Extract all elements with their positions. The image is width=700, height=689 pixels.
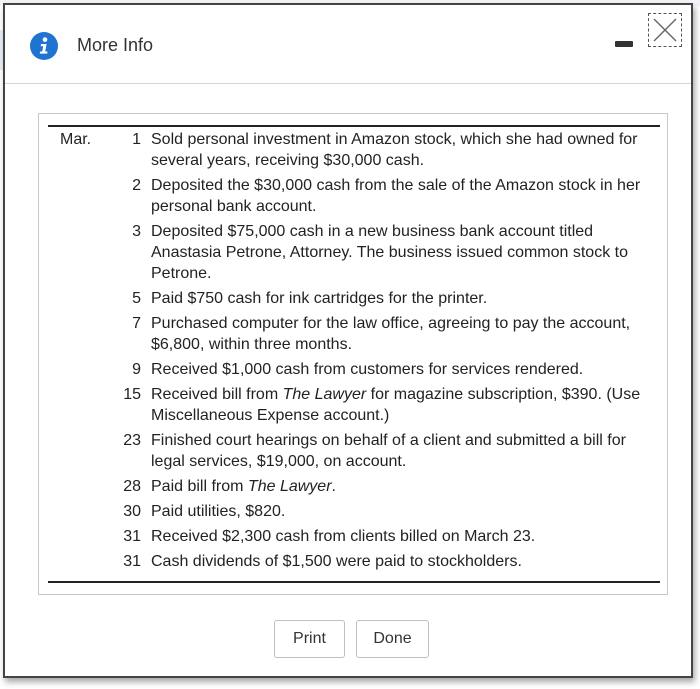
description-text: Sold personal investment in Amazon stock, which she had owned for several years, receiving $30,000 cash. [151,131,638,169]
dialog-buttons [5,620,691,660]
more-info-dialog [3,3,693,678]
publication-title: The Lawyer [247,478,332,495]
print-button[interactable]: Print [274,620,345,658]
description-text: Received $1,000 cash from customers for services rendered. [151,361,584,378]
transaction-month [48,287,109,312]
dialog-title: More Info [77,35,154,55]
transaction-description [151,475,660,500]
transaction-month: Mar. [60,131,92,148]
transaction-row [48,475,660,500]
publication-title: The Lawyer [282,386,367,403]
description-text: Received bill from [151,386,283,403]
transactions-panel [38,113,668,595]
transaction-month [48,429,109,475]
description-text: Received $2,300 cash from clients billed on March 23. [151,528,536,545]
transaction-row [48,287,660,312]
transaction-description [151,174,660,220]
description-text: for magazine subscription, $390. (Use Miscellaneous Expense account.) [151,386,641,424]
transaction-month [48,500,109,525]
transaction-row [48,174,660,220]
transaction-description [151,550,660,575]
transaction-day: 31 [123,553,141,570]
transaction-day: 5 [132,290,141,307]
description-text: Paid utilities, $820. [151,503,286,520]
transaction-day: 7 [132,315,141,332]
transaction-day: 2 [132,177,141,194]
transaction-row [48,312,660,358]
transaction-row [48,550,660,575]
transaction-month [48,312,109,358]
transactions-table [48,128,660,575]
table-bottom-rule [48,581,660,583]
dialog-titlebar [5,5,691,84]
transaction-day: 3 [132,223,141,240]
description-text: Paid $750 cash for ink cartridges for the printer. [151,290,488,307]
transaction-month [48,174,109,220]
info-icon [30,32,58,60]
transaction-row [48,500,660,525]
transaction-day: 23 [123,432,141,449]
transaction-day: 15 [123,386,141,403]
transaction-description [151,287,660,312]
transaction-description [151,500,660,525]
description-text: Paid bill from [151,478,248,495]
description-text: Deposited the $30,000 cash from the sale of the Amazon stock in her personal bank account. [151,177,641,215]
transaction-day: 9 [132,361,141,378]
description-text: . [331,478,336,495]
transaction-month [48,383,109,429]
transaction-row [48,220,660,287]
transaction-description [151,383,660,429]
transaction-day: 1 [132,131,141,148]
transaction-day: 30 [123,503,141,520]
transaction-row [48,429,660,475]
transaction-description [151,358,660,383]
done-button[interactable]: Done [356,620,429,658]
transaction-month [48,358,109,383]
table-top-rule [48,125,660,127]
close-icon[interactable] [648,13,682,47]
transaction-month [48,475,109,500]
transaction-day: 31 [123,528,141,545]
description-text: Finished court hearings on behalf of a client and submitted a bill for legal services, $19,000, on account. [151,432,626,470]
transaction-description [151,220,660,287]
description-text: Cash dividends of $1,500 were paid to stockholders. [151,553,522,570]
transaction-row [48,128,660,174]
description-text: Deposited $75,000 cash in a new business bank account titled Anastasia Petrone, Attorney. The business issued common stock to Petrone. [151,223,628,282]
transaction-row [48,525,660,550]
transaction-day: 28 [123,478,141,495]
transaction-month [48,220,109,287]
transaction-description [151,525,660,550]
description-text: Purchased computer for the law office, agreeing to pay the account, $6,800, within three months. [151,315,631,353]
transaction-row [48,358,660,383]
minimize-icon[interactable] [615,41,633,47]
transaction-month [48,525,109,550]
transaction-description [151,128,660,174]
transaction-row [48,383,660,429]
transaction-description [151,312,660,358]
transaction-month [48,550,109,575]
transaction-description [151,429,660,475]
